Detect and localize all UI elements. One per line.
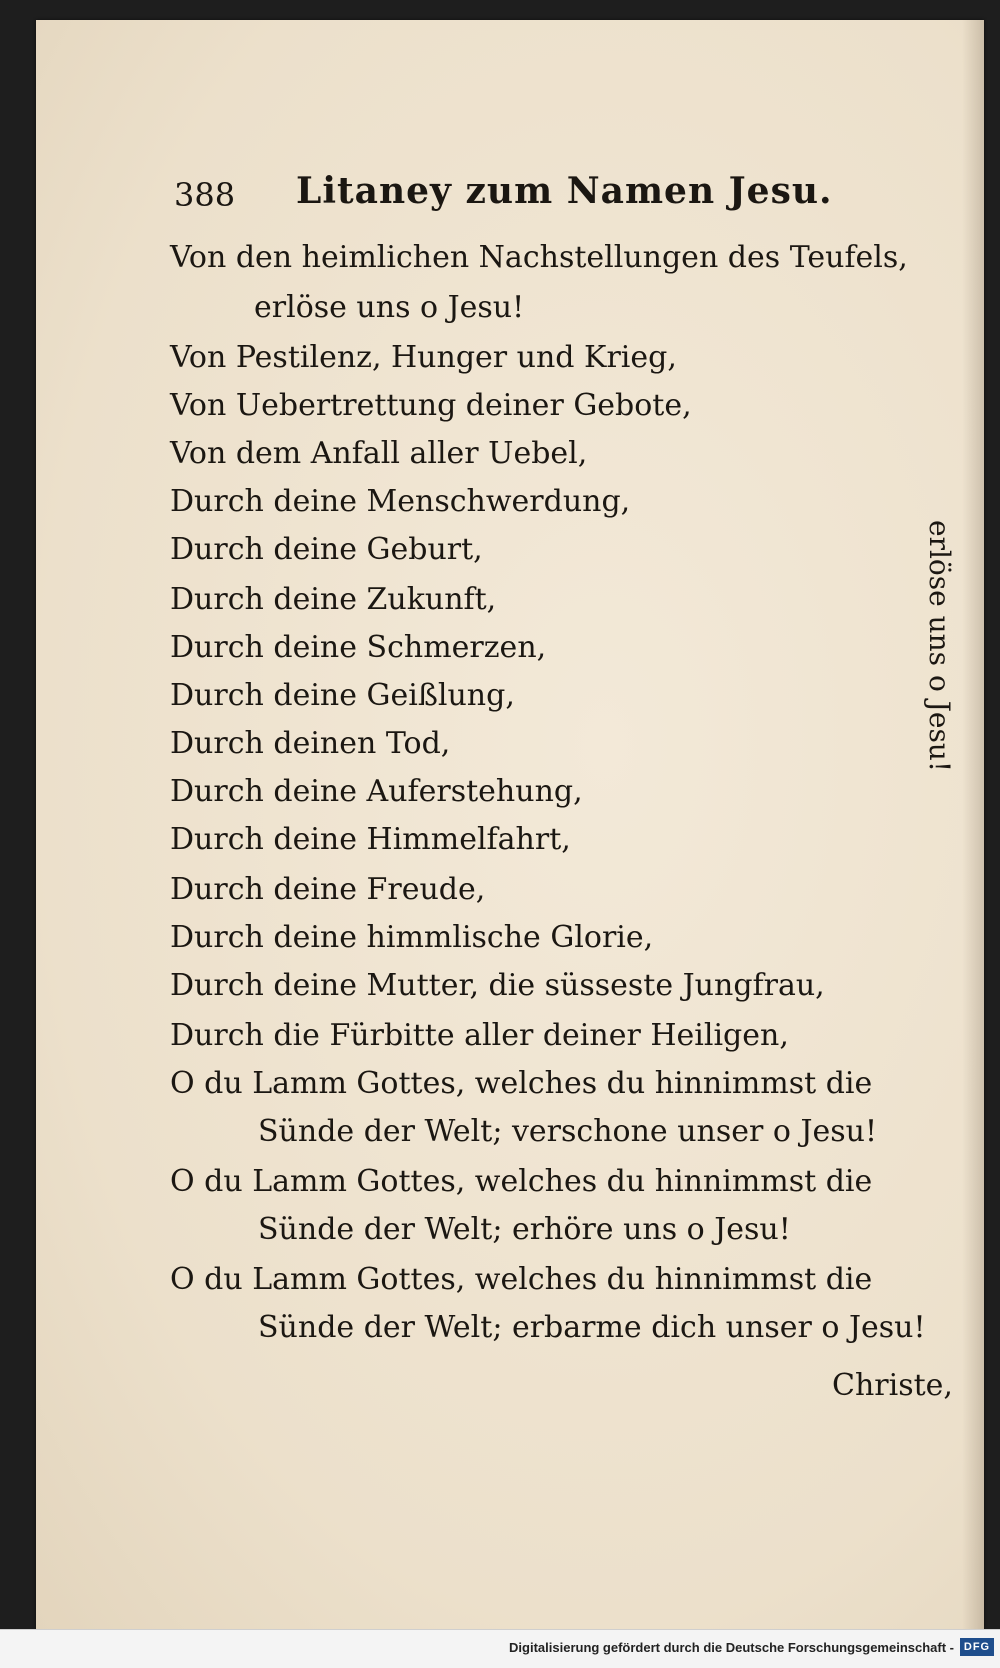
- text-line: O du Lamm Gottes, welches du hinnimmst die: [170, 1164, 873, 1199]
- text-line: Von den heimlichen Nachstellungen des Teufels,: [170, 240, 908, 275]
- text-line: Durch deine Auferstehung,: [170, 774, 583, 809]
- text-line: Durch deine Zukunft,: [170, 582, 497, 617]
- text-line: Sünde der Welt; erbarme dich unser o Jesu!: [258, 1310, 926, 1345]
- side-response-vertical: erlöse uns o Jesu!: [923, 520, 956, 773]
- text-line: Von Uebertrettung deiner Gebote,: [170, 388, 692, 423]
- funding-credit: Digitalisierung gefördert durch die Deutsche Forschungsgemeinschaft -: [509, 1640, 954, 1655]
- text-line: Sünde der Welt; erhöre uns o Jesu!: [258, 1212, 791, 1247]
- book-page: [36, 20, 984, 1630]
- page-number: 388: [174, 176, 236, 214]
- text-line: Durch deine himmlische Glorie,: [170, 920, 654, 955]
- digitization-footer: [0, 1629, 1000, 1668]
- text-line: Von dem Anfall aller Uebel,: [170, 436, 588, 471]
- dfg-logo-icon: DFG: [960, 1638, 994, 1656]
- text-line: Durch deine Mutter, die süsseste Jungfrau,: [170, 968, 825, 1003]
- text-line: O du Lamm Gottes, welches du hinnimmst die: [170, 1066, 873, 1101]
- text-line: Durch deine Geißlung,: [170, 678, 515, 713]
- text-line: erlöse uns o Jesu!: [254, 290, 525, 325]
- text-line: Durch die Fürbitte aller deiner Heiligen,: [170, 1018, 789, 1053]
- text-line: Durch deine Menschwerdung,: [170, 484, 631, 519]
- text-line: O du Lamm Gottes, welches du hinnimmst die: [170, 1262, 873, 1297]
- text-line: Durch deine Schmerzen,: [170, 630, 547, 665]
- running-title: Litaney zum Namen Jesu.: [296, 170, 833, 212]
- text-line: Von Pestilenz, Hunger und Krieg,: [170, 340, 677, 375]
- catchword: Christe,: [832, 1368, 953, 1403]
- text-line: Sünde der Welt; verschone unser o Jesu!: [258, 1114, 878, 1149]
- text-line: Durch deine Himmelfahrt,: [170, 822, 571, 857]
- text-line: Durch deinen Tod,: [170, 726, 451, 761]
- text-line: Durch deine Geburt,: [170, 532, 483, 567]
- page-header: [36, 170, 984, 220]
- text-line: Durch deine Freude,: [170, 872, 486, 907]
